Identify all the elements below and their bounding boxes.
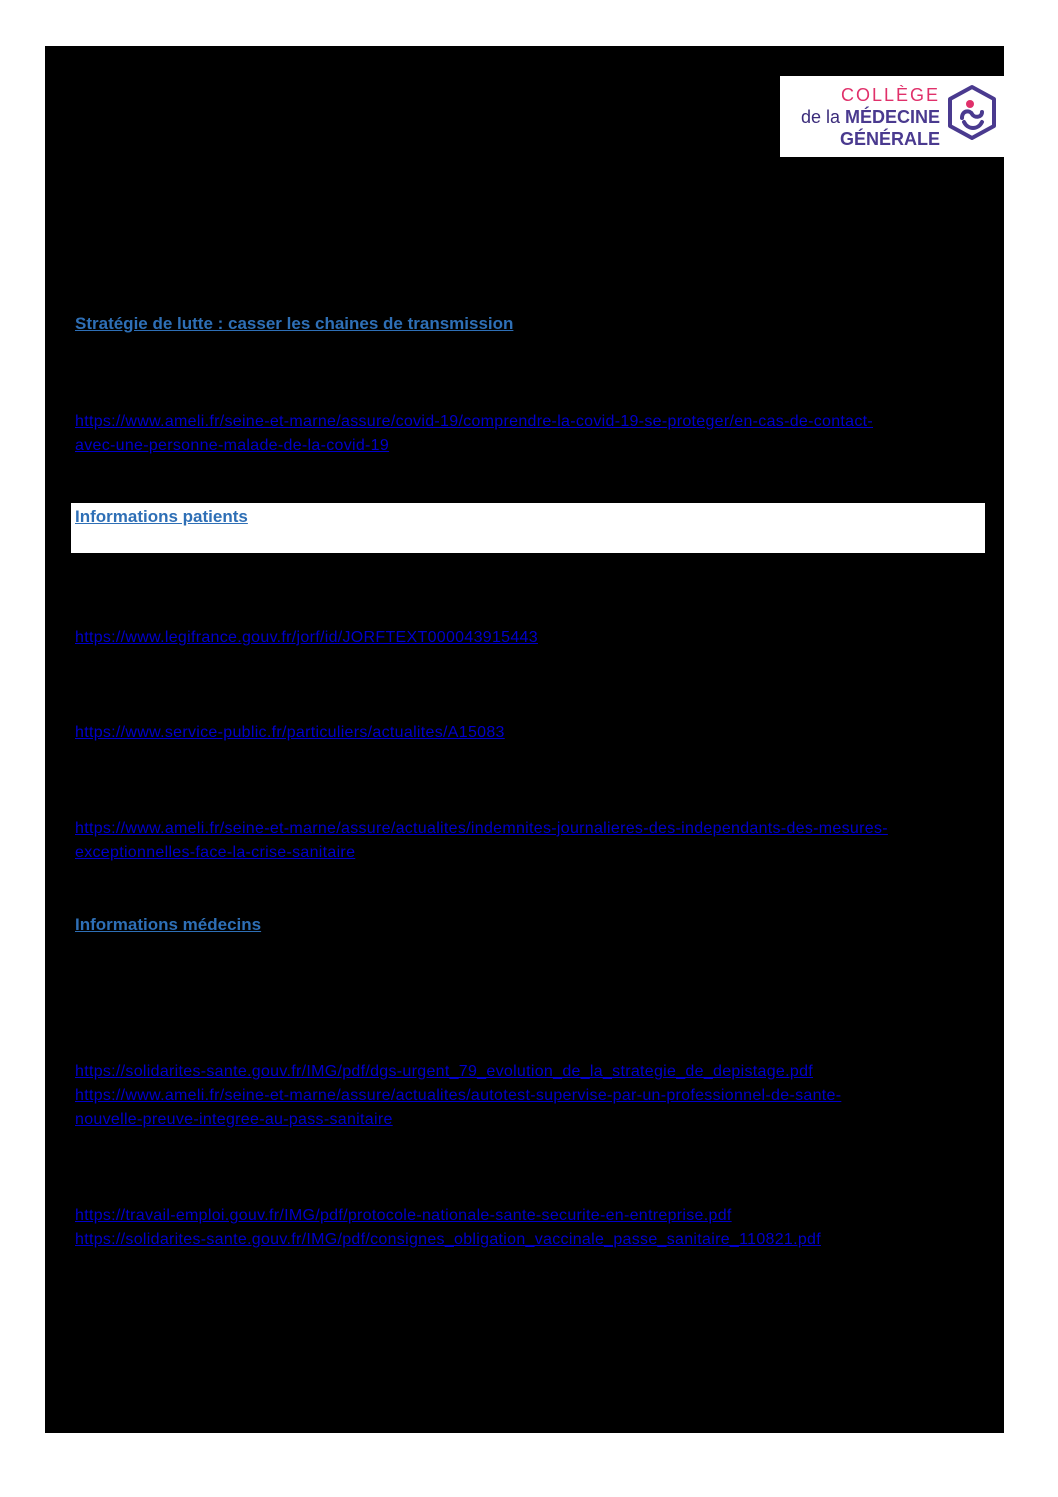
- link-dgs-urgent[interactable]: https://solidarites-sante.gouv.fr/IMG/pdf/dgs-urgent_79_evolution_de_la_strategie_de_depistage.pdf: [75, 1063, 814, 1080]
- logo-prefix: de la: [800, 107, 845, 127]
- link-consignes-obligation[interactable]: https://solidarites-sante.gouv.fr/IMG/pdf/consignes_obligation_vaccinale_passe_sanitaire_110821.pdf: [75, 1231, 821, 1248]
- heading-informations-patients[interactable]: Informations patients: [75, 507, 248, 526]
- logo-line-generale: GÉNÉRALE: [839, 129, 940, 149]
- link-travail-emploi[interactable]: https://travail-emploi.gouv.fr/IMG/pdf/protocole-nationale-sante-securite-en-entreprise.pdf: [75, 1207, 732, 1224]
- logo-line-college: COLLÈGE: [840, 85, 940, 105]
- link-ameli-indemnites[interactable]: https://www.ameli.fr/seine-et-marne/assure/actualites/indemnites-journalieres-des-independants-des-mesures- exceptionnelles-face-la-crise-sanitaire: [75, 820, 888, 861]
- college-medecine-generale-logo-icon: [946, 84, 998, 142]
- college-logo: [780, 76, 1004, 157]
- logo-wordmark: [780, 76, 940, 157]
- heading-informations-medecins[interactable]: Informations médecins: [75, 915, 262, 934]
- link-ameli-cas-contact[interactable]: https://www.ameli.fr/seine-et-marne/assure/covid-19/comprendre-la-covid-19-se-proteger/en-cas-de-contact- avec-une-personne-malade-de-la-covid-19: [75, 413, 874, 454]
- heading-strategie[interactable]: Stratégie de lutte : casser les chaines de transmission: [75, 314, 514, 333]
- link-service-public[interactable]: https://www.service-public.fr/particuliers/actualites/A15083: [75, 724, 505, 741]
- link-legifrance[interactable]: https://www.legifrance.gouv.fr/jorf/id/JORFTEXT000043915443: [75, 629, 538, 646]
- logo-line-medecine: [801, 108, 940, 126]
- link-ameli-autotest[interactable]: https://www.ameli.fr/seine-et-marne/assure/actualites/autotest-supervise-par-un-professionnel-de-sante- nouvelle-preuve-integree-au-pass-sanitaire: [75, 1087, 842, 1128]
- logo-medecine: MÉDECINE: [844, 107, 940, 127]
